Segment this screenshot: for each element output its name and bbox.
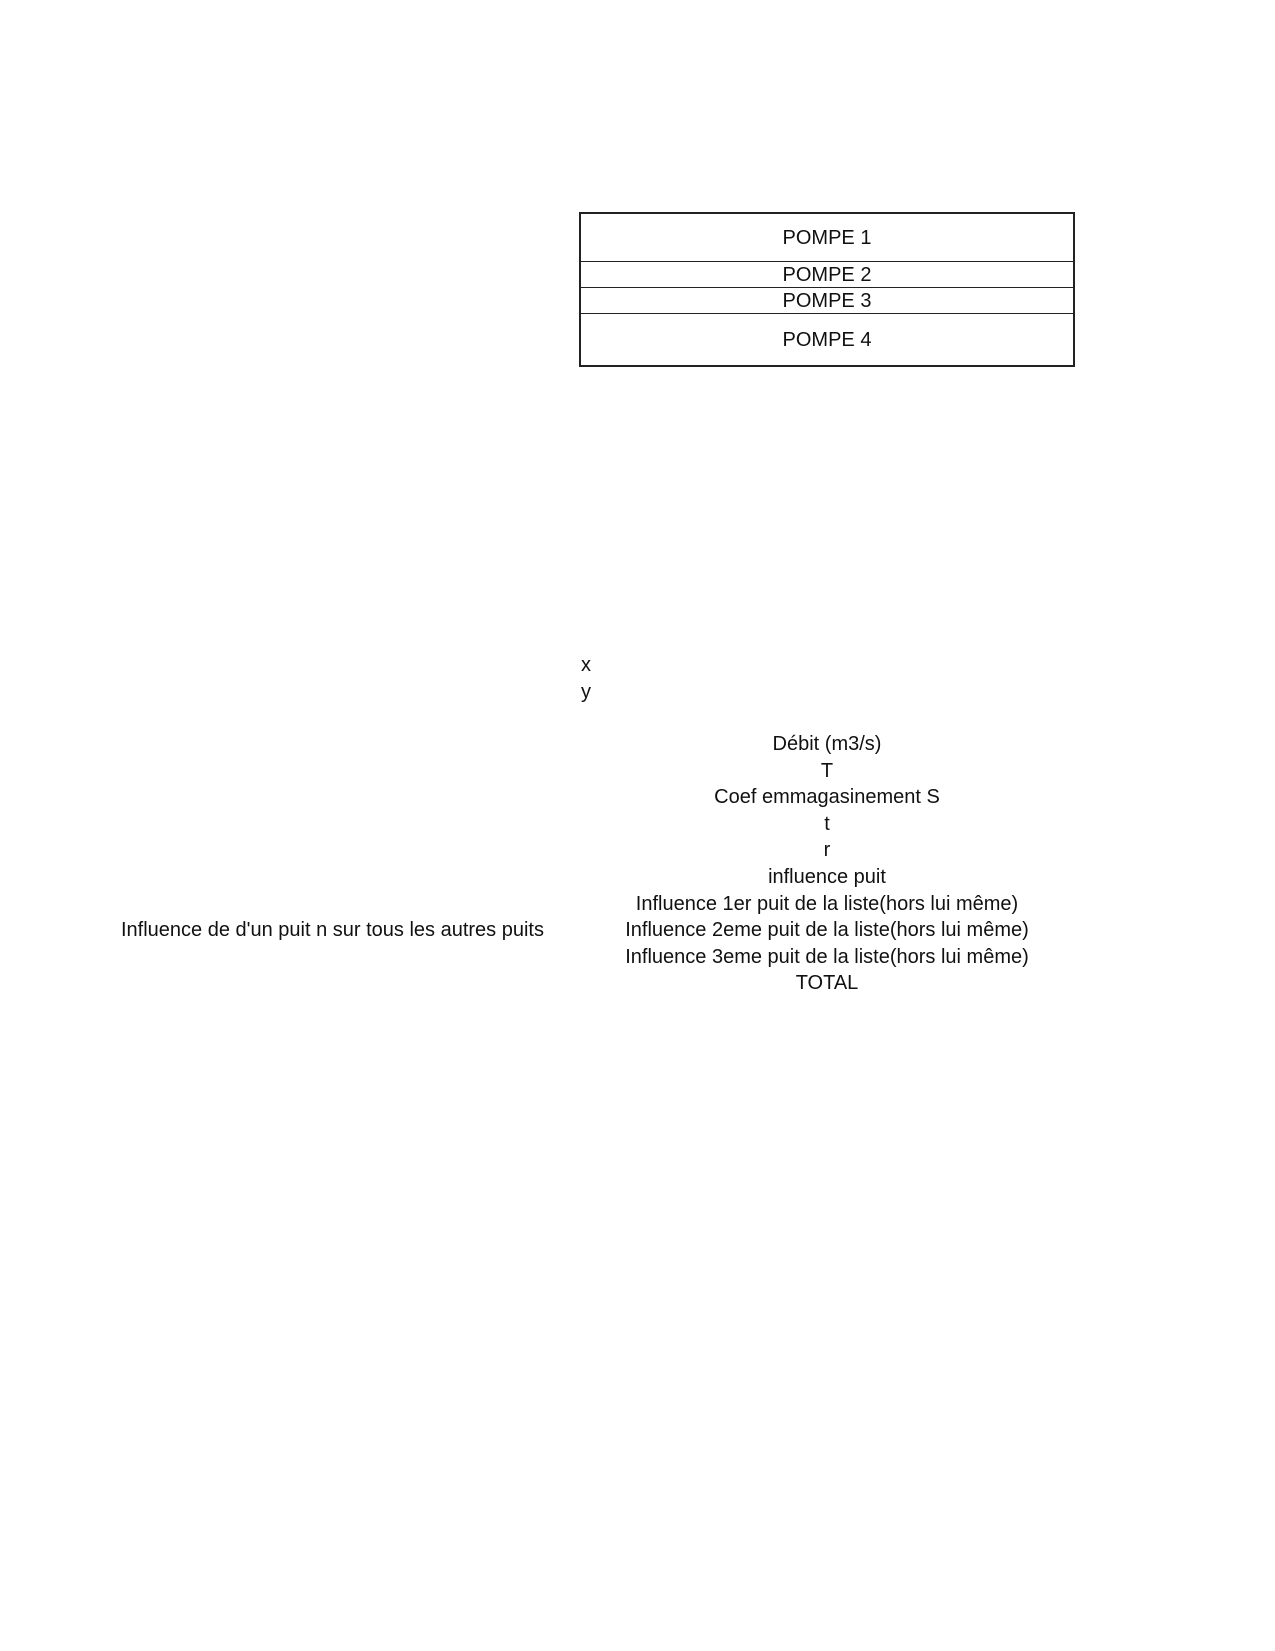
param-influence-puit: influence puit	[768, 865, 886, 888]
pump-row	[580, 314, 1074, 367]
pump-row	[580, 288, 1074, 314]
param-influence-2: Influence 2eme puit de la liste(hors lui même)	[625, 919, 1029, 942]
pump-cell-4: POMPE 4	[580, 314, 1074, 367]
pump-cell-3: POMPE 3	[580, 288, 1074, 314]
influence-section-label: Influence de d'un puit n sur tous les autres puits	[121, 919, 544, 941]
param-total: TOTAL	[795, 972, 859, 995]
param-radius: r	[823, 839, 831, 862]
pump-cell-2: POMPE 2	[580, 262, 1074, 288]
parameter-list	[579, 731, 1075, 997]
coord-x-label: x	[581, 654, 591, 676]
param-time: t	[824, 812, 830, 835]
pump-cell-1: POMPE 1	[580, 213, 1074, 262]
param-storage-coefficient: Coef emmagasinement S	[714, 786, 940, 809]
pump-row	[580, 213, 1074, 262]
pump-row	[580, 262, 1074, 288]
pump-table	[579, 212, 1075, 367]
param-influence-3: Influence 3eme puit de la liste(hors lui même)	[625, 945, 1029, 968]
param-debit: Débit (m3/s)	[772, 733, 882, 755]
param-transmissivity: T	[820, 759, 834, 782]
param-influence-1: Influence 1er puit de la liste(hors lui même)	[635, 892, 1019, 915]
coord-y-label: y	[581, 681, 591, 703]
